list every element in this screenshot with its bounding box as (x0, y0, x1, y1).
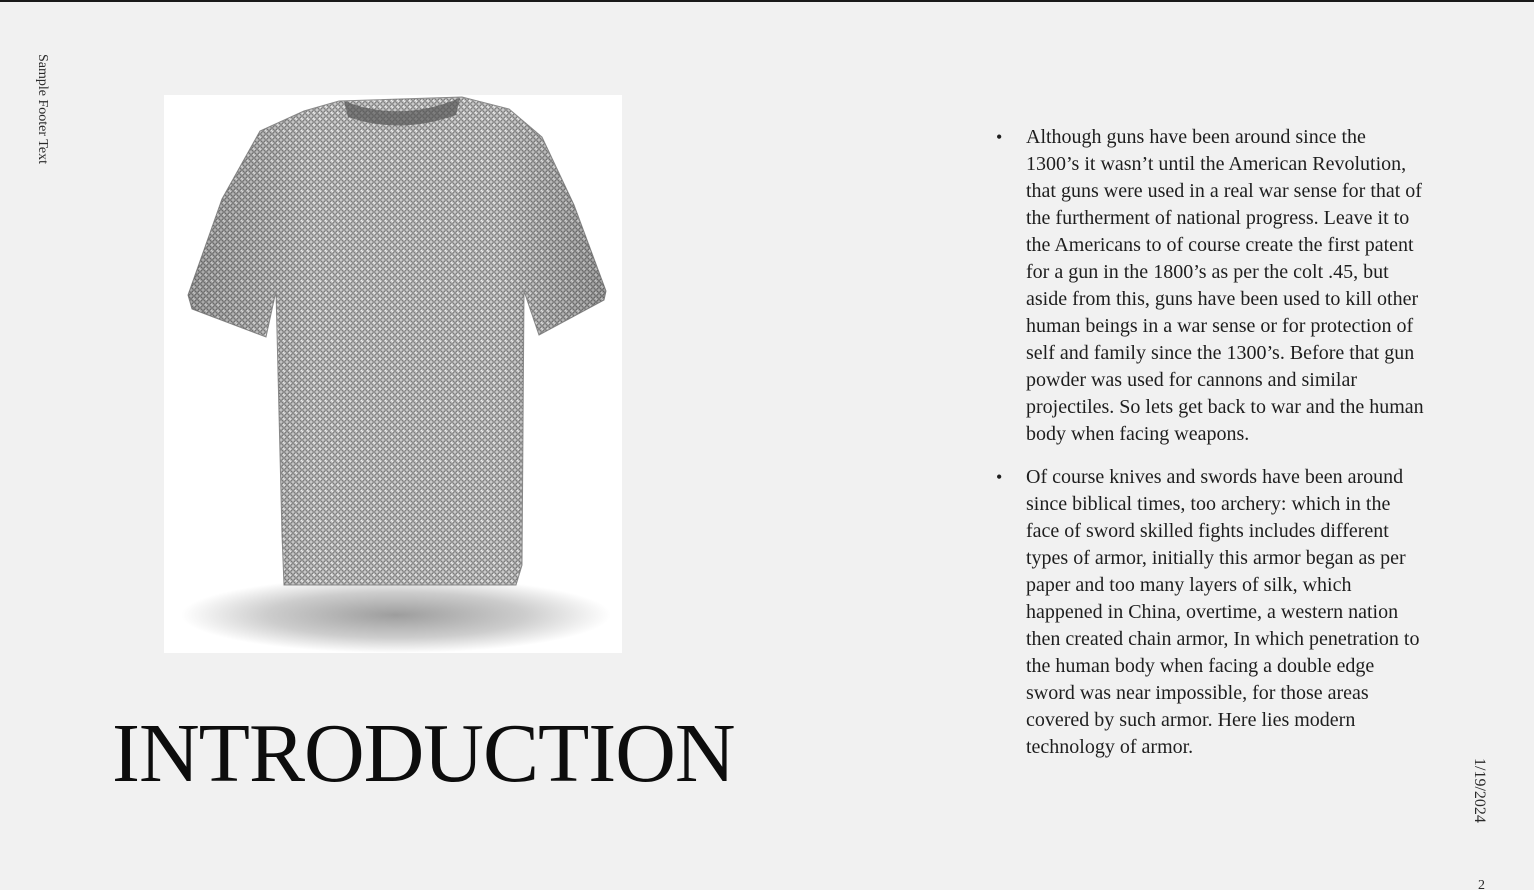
slide-date: 1/19/2024 (1471, 758, 1488, 823)
bullet-list (994, 124, 1424, 777)
slide-page-number: 2 (1478, 878, 1485, 890)
slide-footer-text: Sample Footer Text (35, 54, 50, 164)
bullet-icon: • (996, 127, 1003, 147)
bullet-icon: • (996, 467, 1003, 487)
chainmail-shirt-image (164, 95, 622, 653)
slide-title: INTRODUCTION (112, 707, 735, 800)
bullet-text: Of course knives and swords have been around since biblical times, too archery: which in the face of sword skilled fights includes different types of armor, initially this armor began as per paper and too many layers of silk, which happened in China, overtime, a western nation then created chain armor, In which penetration to the human body when facing a double edge sword was near impossible, for those areas covered by such armor. Here lies modern technology of armor. (1026, 466, 1420, 758)
list-item (994, 124, 1424, 448)
list-item (994, 464, 1424, 761)
chainmail-shirt-illustration (164, 95, 622, 653)
bullet-text: Although guns have been around since the 1300’s it wasn’t until the American Revolution, that guns were used in a real war sense for that of the furtherment of national progress. Leave it to the Americans to of course create the first patent for a gun in the 1800’s as per the colt .45, but aside from this, guns have been used to kill other human beings in a war sense or for protection of self and family since the 1300’s. Before that gun powder was used for cannons and similar projectiles. So lets get back to war and the human body when facing weapons. (1026, 126, 1424, 445)
